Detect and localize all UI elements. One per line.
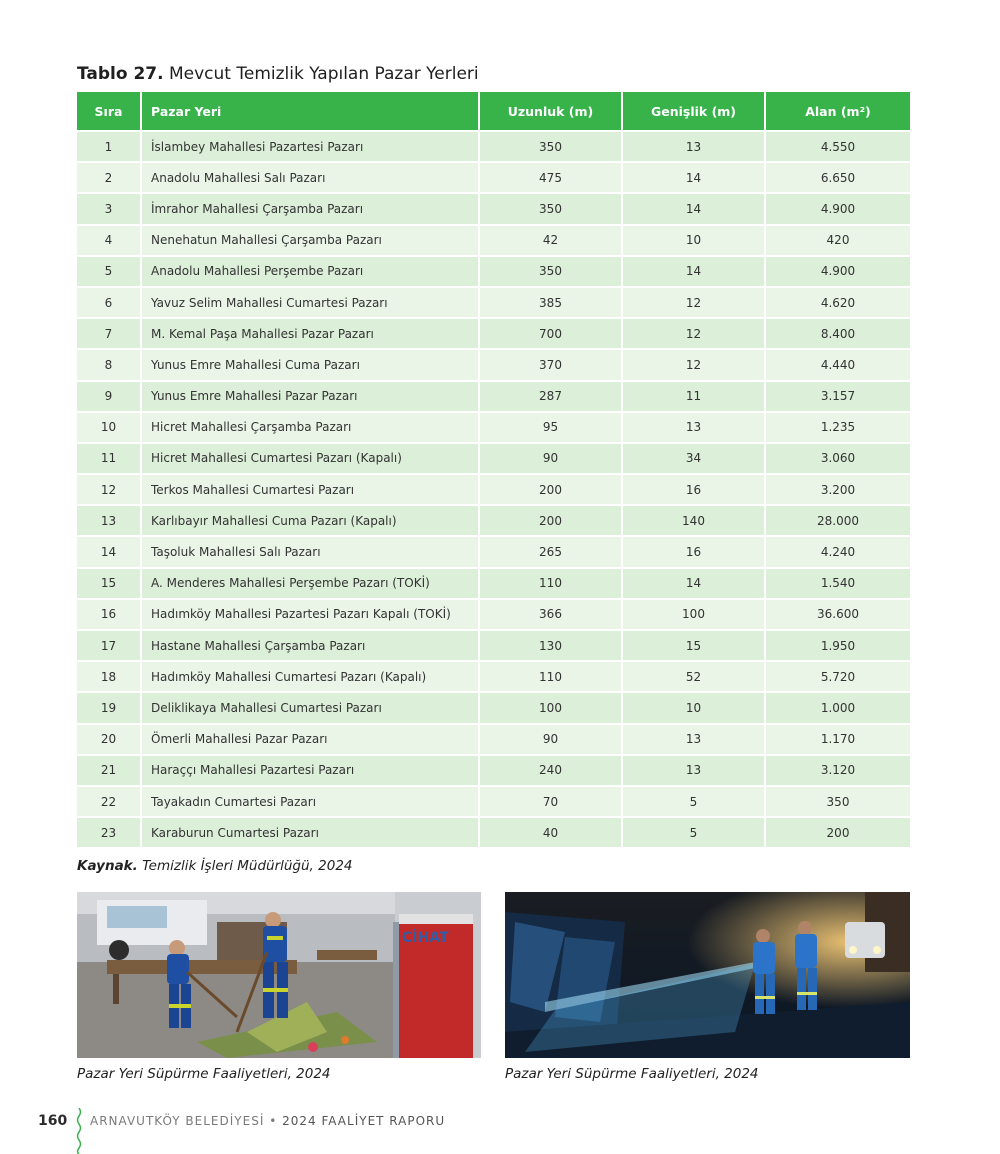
cell-alan: 350	[766, 785, 910, 816]
cell-sira: 19	[77, 691, 142, 722]
cell-alan: 4.620	[766, 286, 910, 317]
table-header-row	[77, 92, 910, 130]
cell-uzunluk: 90	[480, 442, 623, 473]
photo-night-illustration	[505, 892, 910, 1058]
cell-alan: 3.060	[766, 442, 910, 473]
photo-sign-text: CİHAT	[402, 930, 449, 946]
cell-pazar-yeri: Yunus Emre Mahallesi Cuma Pazarı	[142, 348, 480, 379]
market-sweeping-photo-day	[77, 892, 481, 1058]
table-row	[77, 317, 910, 348]
table-row	[77, 754, 910, 785]
market-places-table	[77, 92, 910, 847]
cell-alan: 36.600	[766, 598, 910, 629]
cell-sira: 6	[77, 286, 142, 317]
cell-genislik: 11	[623, 380, 766, 411]
table-row	[77, 723, 910, 754]
table-row	[77, 442, 910, 473]
table-row	[77, 161, 910, 192]
footer-report: 2024 FAALİYET RAPORU	[282, 1114, 446, 1128]
cell-pazar-yeri: Hadımköy Mahallesi Pazartesi Pazarı Kapalı (TOKİ)	[142, 598, 480, 629]
header-uzunluk: Uzunluk (m)	[480, 92, 623, 130]
cell-pazar-yeri: İmrahor Mahallesi Çarşamba Pazarı	[142, 192, 480, 223]
cell-sira: 4	[77, 224, 142, 255]
table-caption-title: Mevcut Temizlik Yapılan Pazar Yerleri	[169, 64, 479, 84]
cell-sira: 11	[77, 442, 142, 473]
table-row	[77, 130, 910, 161]
cell-alan: 1.000	[766, 691, 910, 722]
cell-uzunluk: 100	[480, 691, 623, 722]
cell-alan: 6.650	[766, 161, 910, 192]
cell-genislik: 13	[623, 411, 766, 442]
cell-sira: 5	[77, 255, 142, 286]
cell-sira: 20	[77, 723, 142, 754]
cell-alan: 1.540	[766, 567, 910, 598]
cell-pazar-yeri: Karaburun Cumartesi Pazarı	[142, 816, 480, 847]
table-body	[77, 130, 910, 847]
table-row	[77, 224, 910, 255]
footer-org: ARNAVUTKÖY BELEDİYESİ	[90, 1114, 265, 1128]
cell-genislik: 12	[623, 286, 766, 317]
cell-genislik: 14	[623, 567, 766, 598]
cell-sira: 10	[77, 411, 142, 442]
table-row	[77, 598, 910, 629]
table-row	[77, 286, 910, 317]
photo-caption-1: Pazar Yeri Süpürme Faaliyetleri, 2024	[77, 1066, 331, 1082]
cell-pazar-yeri: Deliklikaya Mahallesi Cumartesi Pazarı	[142, 691, 480, 722]
cell-uzunluk: 700	[480, 317, 623, 348]
cell-pazar-yeri: İslambey Mahallesi Pazartesi Pazarı	[142, 130, 480, 161]
cell-sira: 9	[77, 380, 142, 411]
table-row	[77, 411, 910, 442]
cell-sira: 7	[77, 317, 142, 348]
cell-alan: 420	[766, 224, 910, 255]
cell-genislik: 13	[623, 754, 766, 785]
photo-day-illustration	[77, 892, 481, 1058]
cell-alan: 1.950	[766, 629, 910, 660]
table-row	[77, 691, 910, 722]
cell-alan: 5.720	[766, 660, 910, 691]
cell-genislik: 13	[623, 130, 766, 161]
cell-alan: 3.157	[766, 380, 910, 411]
cell-pazar-yeri: Haraççı Mahallesi Pazartesi Pazarı	[142, 754, 480, 785]
cell-genislik: 16	[623, 473, 766, 504]
cell-pazar-yeri: Karlıbayır Mahallesi Cuma Pazarı (Kapalı)	[142, 504, 480, 535]
cell-pazar-yeri: Yavuz Selim Mahallesi Cumartesi Pazarı	[142, 286, 480, 317]
cell-uzunluk: 110	[480, 660, 623, 691]
source-note	[77, 858, 353, 874]
photo-caption-2: Pazar Yeri Süpürme Faaliyetleri, 2024	[505, 1066, 759, 1082]
cell-uzunluk: 350	[480, 192, 623, 223]
cell-uzunluk: 475	[480, 161, 623, 192]
cell-genislik: 14	[623, 192, 766, 223]
cell-pazar-yeri: Tayakadın Cumartesi Pazarı	[142, 785, 480, 816]
cell-genislik: 13	[623, 723, 766, 754]
cell-uzunluk: 40	[480, 816, 623, 847]
cell-genislik: 12	[623, 317, 766, 348]
cell-sira: 13	[77, 504, 142, 535]
cell-sira: 3	[77, 192, 142, 223]
cell-pazar-yeri: Hadımköy Mahallesi Cumartesi Pazarı (Kapalı)	[142, 660, 480, 691]
cell-sira: 18	[77, 660, 142, 691]
table-row	[77, 380, 910, 411]
cell-pazar-yeri: Hicret Mahallesi Cumartesi Pazarı (Kapalı)	[142, 442, 480, 473]
table-row	[77, 629, 910, 660]
table-row	[77, 816, 910, 847]
cell-uzunluk: 200	[480, 473, 623, 504]
cell-alan: 28.000	[766, 504, 910, 535]
cell-uzunluk: 70	[480, 785, 623, 816]
cell-genislik: 10	[623, 224, 766, 255]
cell-uzunluk: 370	[480, 348, 623, 379]
cell-alan: 3.200	[766, 473, 910, 504]
table-row	[77, 255, 910, 286]
cell-uzunluk: 366	[480, 598, 623, 629]
cell-pazar-yeri: Hastane Mahallesi Çarşamba Pazarı	[142, 629, 480, 660]
source-label: Kaynak.	[77, 858, 138, 874]
cell-genislik: 14	[623, 161, 766, 192]
cell-genislik: 140	[623, 504, 766, 535]
cell-uzunluk: 90	[480, 723, 623, 754]
cell-genislik: 5	[623, 816, 766, 847]
cell-uzunluk: 200	[480, 504, 623, 535]
table-row	[77, 504, 910, 535]
table-row	[77, 192, 910, 223]
header-alan: Alan (m²)	[766, 92, 910, 130]
table-caption	[77, 64, 479, 84]
cell-sira: 2	[77, 161, 142, 192]
footer-separator: •	[269, 1114, 278, 1128]
cell-genislik: 10	[623, 691, 766, 722]
footer-wavy-divider	[76, 1108, 82, 1154]
header-pazar-yeri: Pazar Yeri	[142, 92, 480, 130]
cell-alan: 4.900	[766, 192, 910, 223]
cell-sira: 23	[77, 816, 142, 847]
cell-genislik: 5	[623, 785, 766, 816]
cell-uzunluk: 350	[480, 130, 623, 161]
cell-sira: 21	[77, 754, 142, 785]
market-washing-photo-night	[505, 892, 910, 1058]
cell-sira: 12	[77, 473, 142, 504]
cell-pazar-yeri: Taşoluk Mahallesi Salı Pazarı	[142, 535, 480, 566]
cell-alan: 200	[766, 816, 910, 847]
cell-pazar-yeri: M. Kemal Paşa Mahallesi Pazar Pazarı	[142, 317, 480, 348]
cell-genislik: 52	[623, 660, 766, 691]
header-sira: Sıra	[77, 92, 142, 130]
cell-alan: 1.235	[766, 411, 910, 442]
cell-uzunluk: 265	[480, 535, 623, 566]
cell-genislik: 12	[623, 348, 766, 379]
cell-sira: 14	[77, 535, 142, 566]
table-row	[77, 473, 910, 504]
table-row	[77, 785, 910, 816]
cell-sira: 22	[77, 785, 142, 816]
cell-uzunluk: 42	[480, 224, 623, 255]
table-row	[77, 660, 910, 691]
cell-pazar-yeri: Anadolu Mahallesi Salı Pazarı	[142, 161, 480, 192]
cell-uzunluk: 350	[480, 255, 623, 286]
cell-uzunluk: 95	[480, 411, 623, 442]
cell-genislik: 34	[623, 442, 766, 473]
cell-alan: 4.440	[766, 348, 910, 379]
cell-sira: 17	[77, 629, 142, 660]
cell-sira: 8	[77, 348, 142, 379]
cell-genislik: 16	[623, 535, 766, 566]
cell-pazar-yeri: A. Menderes Mahallesi Perşembe Pazarı (TOKİ)	[142, 567, 480, 598]
cell-uzunluk: 287	[480, 380, 623, 411]
cell-pazar-yeri: Hicret Mahallesi Çarşamba Pazarı	[142, 411, 480, 442]
cell-sira: 1	[77, 130, 142, 161]
cell-alan: 4.240	[766, 535, 910, 566]
cell-pazar-yeri: Ömerli Mahallesi Pazar Pazarı	[142, 723, 480, 754]
table-row	[77, 567, 910, 598]
cell-pazar-yeri: Yunus Emre Mahallesi Pazar Pazarı	[142, 380, 480, 411]
cell-alan: 4.900	[766, 255, 910, 286]
cell-pazar-yeri: Anadolu Mahallesi Perşembe Pazarı	[142, 255, 480, 286]
cell-sira: 15	[77, 567, 142, 598]
footer-title	[90, 1114, 445, 1128]
table-row	[77, 535, 910, 566]
cell-genislik: 14	[623, 255, 766, 286]
cell-alan: 8.400	[766, 317, 910, 348]
header-genislik: Genişlik (m)	[623, 92, 766, 130]
cell-uzunluk: 130	[480, 629, 623, 660]
cell-uzunluk: 385	[480, 286, 623, 317]
cell-pazar-yeri: Nenehatun Mahallesi Çarşamba Pazarı	[142, 224, 480, 255]
cell-alan: 3.120	[766, 754, 910, 785]
source-text: Temizlik İşleri Müdürlüğü, 2024	[142, 858, 353, 874]
cell-alan: 1.170	[766, 723, 910, 754]
table-row	[77, 348, 910, 379]
page-number: 160	[38, 1113, 68, 1129]
cell-pazar-yeri: Terkos Mahallesi Cumartesi Pazarı	[142, 473, 480, 504]
table-caption-label: Tablo 27.	[77, 64, 164, 84]
cell-genislik: 15	[623, 629, 766, 660]
cell-alan: 4.550	[766, 130, 910, 161]
cell-uzunluk: 240	[480, 754, 623, 785]
cell-sira: 16	[77, 598, 142, 629]
cell-uzunluk: 110	[480, 567, 623, 598]
cell-genislik: 100	[623, 598, 766, 629]
